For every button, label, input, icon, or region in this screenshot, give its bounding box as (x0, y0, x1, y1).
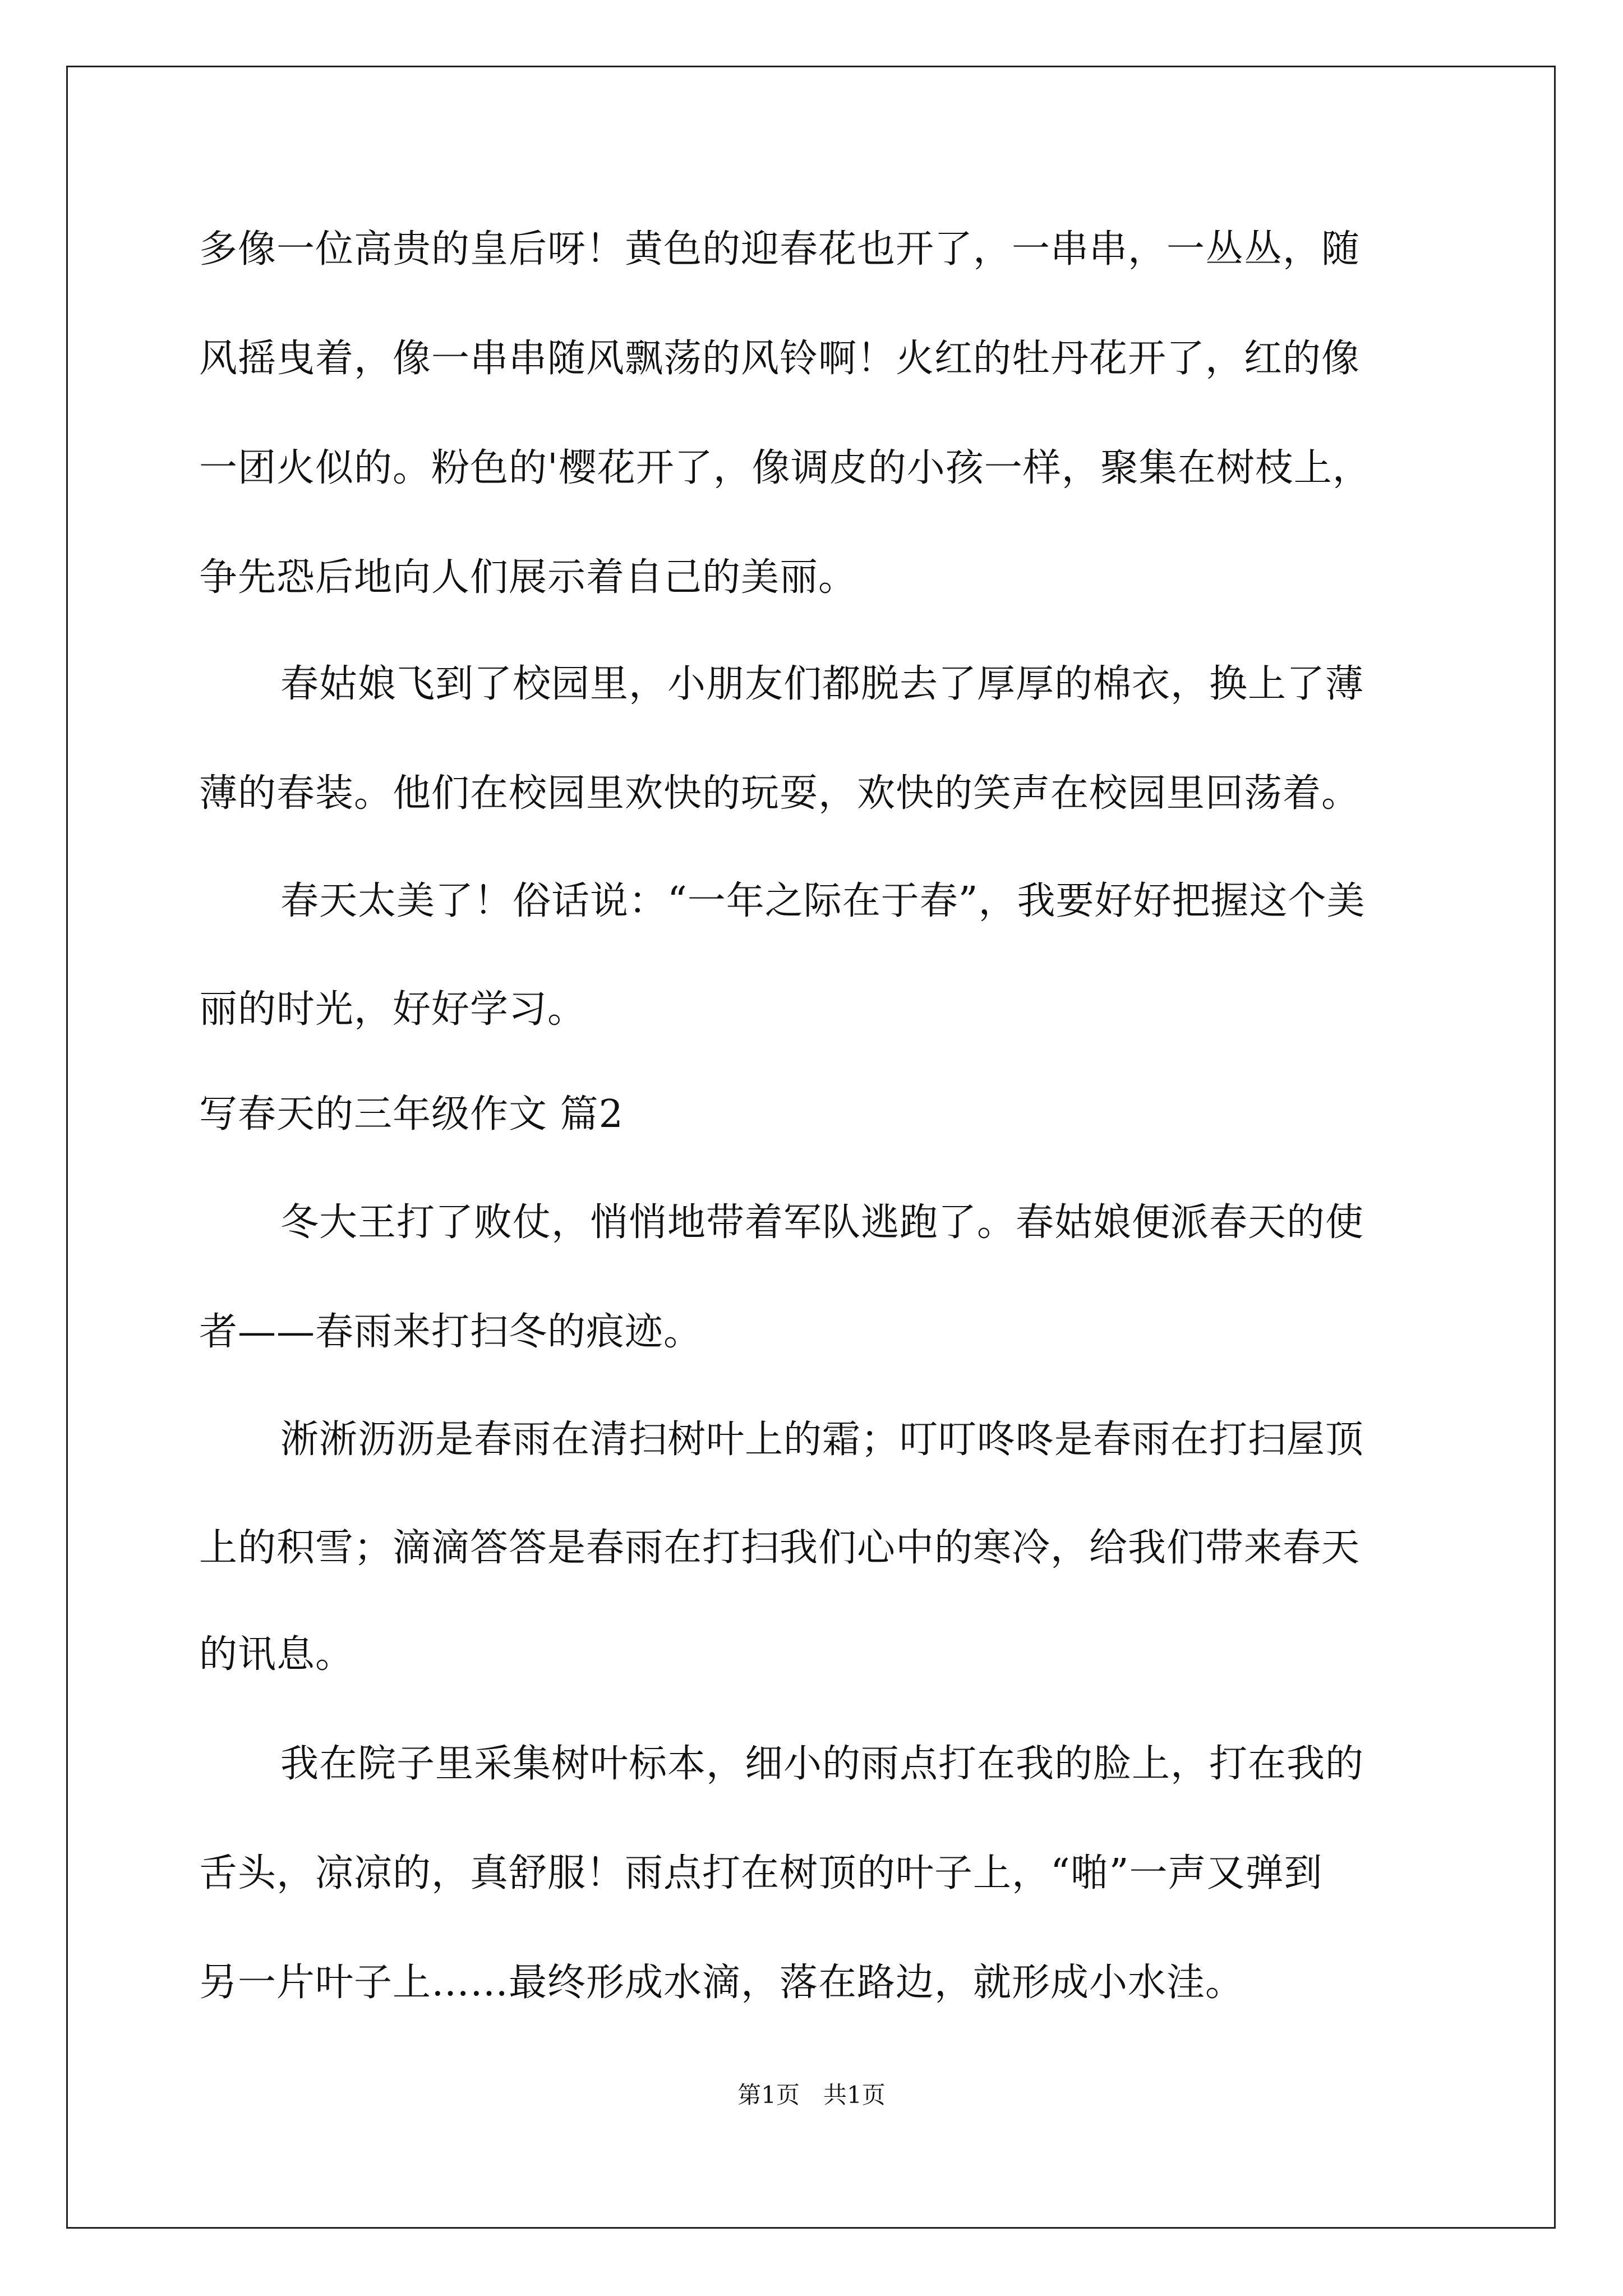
text-line: 争先恐后地向人们展示着自己的美丽。 (199, 555, 857, 600)
text-line: 者——春雨来打扫冬的痕迹。 (199, 1310, 703, 1354)
text-line: 春天太美了！俗话说：“一年之际在于春”，我要好好把握这个美 (280, 879, 1366, 923)
text-line: 多像一位高贵的皇后呀！黄色的迎春花也开了，一串串，一丛丛，随 (199, 227, 1361, 272)
section-heading: 写春天的三年级作文 篇2 (199, 1092, 624, 1137)
text-line: 舌头，凉凉的，真舒服！雨点打在树顶的叶子上，“啪”一声又弹到 (199, 1851, 1323, 1895)
text-line: 丽的时光，好好学习。 (199, 987, 587, 1032)
text-line: 淅淅沥沥是春雨在清扫树叶上的霜；叮叮咚咚是春雨在打扫屋顶 (280, 1418, 1364, 1462)
page-number-footer: 第1页 共1页 (737, 2081, 886, 2109)
text-line: 上的积雪；滴滴答答是春雨在打扫我们心中的寒冷，给我们带来春天 (199, 1526, 1361, 1570)
text-line: 一团火似的。粉色的'樱花开了，像调皮的小孩一样，聚集在树枝上， (199, 446, 1371, 490)
text-line: 我在院子里采集树叶标本，细小的雨点打在我的脸上，打在我的 (280, 1742, 1364, 1786)
text-line: 另一片叶子上……最终形成水滴，落在路边，就形成小水洼。 (199, 1961, 1244, 2005)
page-border (66, 66, 1556, 2229)
text-line: 风摇曳着，像一串串随风飘荡的风铃啊！火红的牡丹花开了，红的像 (199, 337, 1361, 381)
text-line: 薄的春装。他们在校园里欢快的玩耍，欢快的笑声在校园里回荡着。 (199, 771, 1361, 816)
text-line: 的讯息。 (199, 1632, 354, 1677)
text-line: 春姑娘飞到了校园里，小朋友们都脱去了厚厚的棉衣，换上了薄 (280, 662, 1364, 706)
text-line: 冬大王打了败仗，悄悄地带着军队逃跑了。春姑娘便派春天的使 (280, 1200, 1364, 1245)
